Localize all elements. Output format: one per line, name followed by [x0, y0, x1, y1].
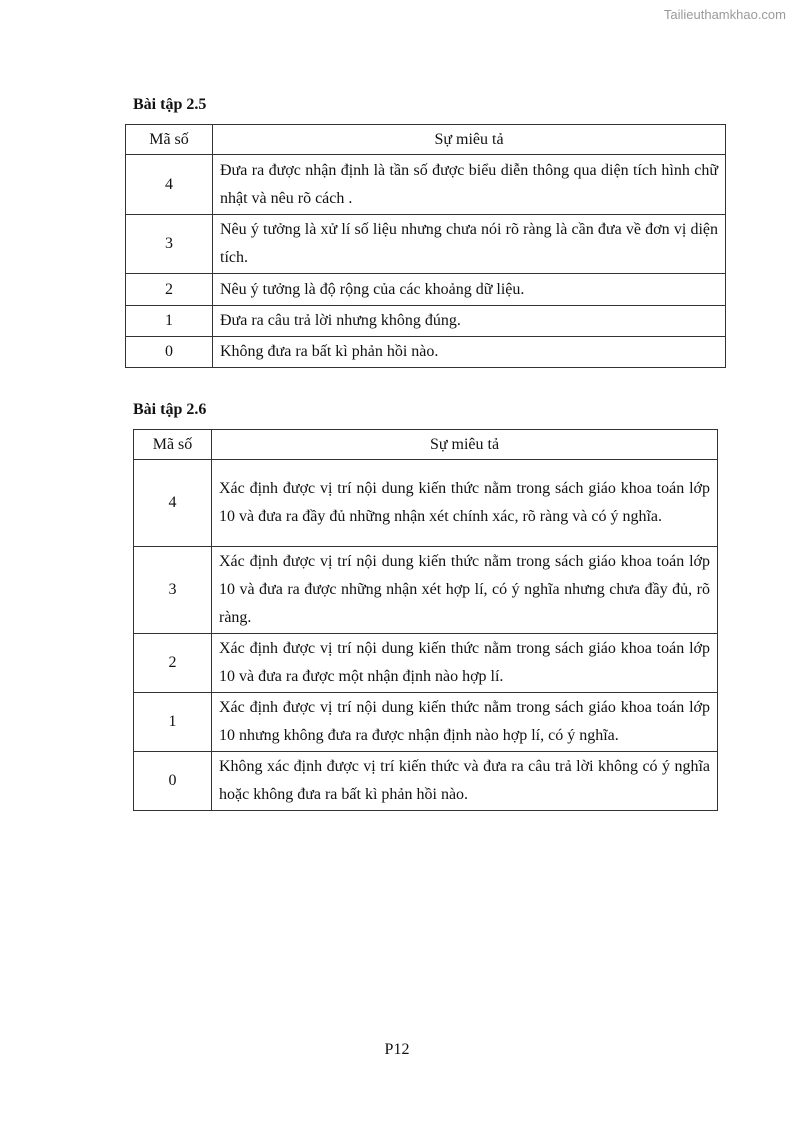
table-row [126, 306, 726, 337]
score-code: 2 [126, 274, 213, 306]
table-row [126, 215, 726, 274]
score-code: 4 [126, 155, 213, 215]
score-code: 3 [134, 547, 212, 634]
score-code: 1 [134, 693, 212, 752]
table-header-row [126, 125, 726, 155]
score-code: 3 [126, 215, 213, 274]
page-number: P12 [384, 1041, 410, 1058]
score-description: Xác định được vị trí nội dung kiến thức nằm trong sách giáo khoa toán lớp 10 nhưng không đưa ra được nhận định nào hợp lí, có ý nghĩa. [212, 693, 718, 752]
score-code: 4 [134, 460, 212, 547]
score-code: 0 [126, 337, 213, 368]
rubric-table-2-5 [125, 124, 726, 368]
score-description: Không đưa ra bất kì phản hồi nào. [213, 337, 726, 368]
score-description: Xác định được vị trí nội dung kiến thức nằm trong sách giáo khoa toán lớp 10 và đưa ra được một nhận định nào hợp lí. [212, 634, 718, 693]
exercise-2-5-title: Bài tập 2.5 [133, 96, 207, 113]
table-header-row [134, 430, 718, 460]
score-description: Không xác định được vị trí kiến thức và đưa ra câu trả lời không có ý nghĩa hoặc không đưa ra bất kì phản hồi nào. [212, 752, 718, 811]
column-header-description: Sự miêu tả [212, 430, 718, 460]
table-row [134, 547, 718, 634]
exercise-2-6-title: Bài tập 2.6 [133, 401, 207, 418]
watermark: Tailieuthamkhao.com [663, 7, 786, 22]
table-row [126, 274, 726, 306]
score-description: Đưa ra câu trả lời nhưng không đúng. [213, 306, 726, 337]
table-row [126, 155, 726, 215]
rubric-table-2-6 [133, 429, 718, 811]
table-row [134, 460, 718, 547]
column-header-code: Mã số [126, 125, 213, 155]
score-description: Xác định được vị trí nội dung kiến thức nằm trong sách giáo khoa toán lớp 10 và đưa ra được những nhận xét hợp lí, có ý nghĩa nhưng chưa đầy đủ, rõ ràng. [212, 547, 718, 634]
score-description: Xác định được vị trí nội dung kiến thức nằm trong sách giáo khoa toán lớp 10 và đưa ra đầy đủ những nhận xét chính xác, rõ ràng và có ý nghĩa. [212, 460, 718, 547]
score-description: Nêu ý tưởng là độ rộng của các khoảng dữ liệu. [213, 274, 726, 306]
score-code: 2 [134, 634, 212, 693]
column-header-code: Mã số [134, 430, 212, 460]
table-row [134, 693, 718, 752]
table-row [134, 752, 718, 811]
table-row [134, 634, 718, 693]
score-code: 0 [134, 752, 212, 811]
column-header-description: Sự miêu tả [213, 125, 726, 155]
score-description: Nêu ý tưởng là xử lí số liệu nhưng chưa nói rõ ràng là cần đưa về đơn vị diện tích. [213, 215, 726, 274]
score-code: 1 [126, 306, 213, 337]
table-row [126, 337, 726, 368]
score-description: Đưa ra được nhận định là tần số được biểu diễn thông qua diện tích hình chữ nhật và nêu rõ cách . [213, 155, 726, 215]
